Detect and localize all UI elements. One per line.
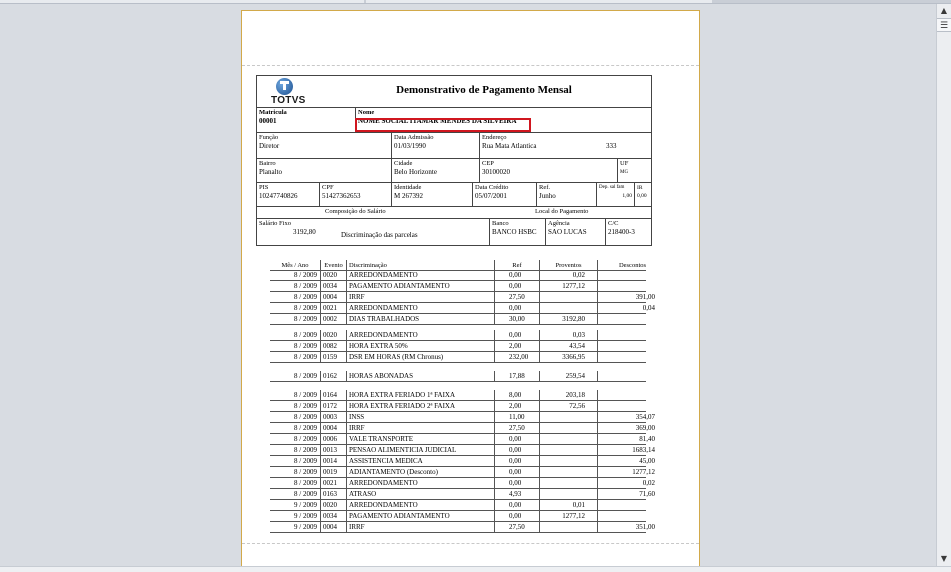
cell-proventos: 3366,95 [539,352,597,363]
table-row [270,281,646,292]
dep-sal-fam-value: 1,00 [622,193,632,199]
matricula-label: Matricula [259,109,287,116]
cell-proventos [539,456,597,467]
table-row [270,390,646,401]
cell-evento: 0162 [320,371,346,382]
credito-label: Data Crédito [475,184,509,191]
payslip-header [256,75,652,107]
totvs-logo-icon [276,78,293,95]
agencia-value: SAO LUCAS [548,228,587,236]
cell-ref: 0,00 [494,434,539,445]
cell-evento: 0019 [320,467,346,478]
composicao-label: Composição do Salário [325,208,386,215]
cell-discriminacao: DIAS TRABALHADOS [346,314,494,325]
ir-value: 0,00 [637,193,647,199]
cell-evento: 0013 [320,445,346,456]
credito-value: 05/07/2001 [475,192,507,200]
logo-text: TOTVS [271,95,306,106]
cell-evento: 0159 [320,352,346,363]
table-row [270,434,655,445]
table-row [270,352,646,363]
name-highlight-box [355,118,531,132]
table-row [270,341,646,352]
cell-ref: 0,00 [494,511,539,522]
cell-proventos: 3192,80 [539,314,597,325]
cell-descontos [597,314,667,325]
admissao-label: Data Admissão [394,134,434,141]
bairro-label: Bairro [259,160,276,167]
cell-mes: 9 / 2009 [294,501,317,509]
table-row [270,467,655,478]
vertical-scrollbar[interactable] [936,4,951,566]
cell-evento: 0002 [320,314,346,325]
table-row [270,330,646,341]
cell-ref: 8,00 [494,390,539,401]
cell-discriminacao: HORA EXTRA 50% [346,341,494,352]
cell-evento: 0164 [320,390,346,401]
salary-row [256,218,652,246]
funcao-label: Função [259,134,279,141]
cell-descontos [597,281,667,292]
cell-discriminacao: DSR EM HORAS (RM Chronus) [346,352,494,363]
cell-discriminacao: ARREDONDAMENTO [346,303,494,314]
cell-discriminacao: ARREDONDAMENTO [346,330,494,341]
cell-descontos [597,511,667,522]
cell-ref: 11,00 [494,412,539,423]
dep-sal-fam-label: Dep. sal fam [599,185,625,190]
cell-evento: 0004 [320,423,346,434]
col-discriminacao-header: Discriminação [346,260,494,271]
cell-descontos [597,341,667,352]
cell-mes: 8 / 2009 [294,271,317,279]
cell-ref: 17,88 [494,371,539,382]
ref-label: Ref. [539,184,551,191]
salario-fixo-value: 3192,80 [293,228,316,236]
cell-proventos: 1277,12 [539,281,597,292]
cell-discriminacao: ASSISTENCIA MEDICA [346,456,494,467]
cell-discriminacao: HORA EXTRA FERIADO 1ª FAIXA [346,390,494,401]
documents-row [256,182,652,206]
cell-proventos [539,467,597,478]
uf-label: UF [620,160,629,167]
bairro-value: Planalto [259,168,282,176]
cc-value: 218400-3 [608,228,635,236]
pis-value: 10247740826 [259,192,298,200]
cell-ref: 2,00 [494,341,539,352]
cell-mes: 8 / 2009 [294,435,317,443]
cell-proventos: 1277,12 [539,511,597,522]
cell-mes: 8 / 2009 [294,391,317,399]
cpf-label: CPF [322,184,334,191]
cell-proventos [539,303,597,314]
cell-ref: 0,00 [494,456,539,467]
table-row [270,270,646,281]
cell-discriminacao: IRRF [346,522,494,533]
cell-descontos [597,371,667,382]
cell-ref: 4,93 [494,489,539,500]
cell-evento: 0006 [320,434,346,445]
table-row [270,489,655,500]
cell-descontos: 0,04 [597,303,667,314]
cep-value: 30100020 [482,168,510,176]
document-workspace[interactable] [0,4,936,566]
cep-label: CEP [482,160,494,167]
cell-descontos: 81,40 [597,434,667,445]
table-row [270,522,655,533]
table-row [270,445,655,456]
cell-proventos: 0,02 [539,270,597,281]
cell-discriminacao: ADIANTAMENTO (Desconto) [346,467,494,478]
top-strip-segment [0,0,364,3]
endereco-label: Endereço [482,134,507,141]
cell-mes: 8 / 2009 [294,293,317,301]
cell-proventos [539,489,597,500]
identidade-value: M 267392 [394,192,423,200]
cell-descontos: 1683,14 [597,445,667,456]
employee-id-row [256,107,652,132]
cell-descontos: 71,60 [597,489,667,500]
admissao-value: 01/03/1990 [394,142,426,150]
cell-mes: 8 / 2009 [294,342,317,350]
cell-proventos: 0,03 [539,330,597,341]
cell-discriminacao: INSS [346,412,494,423]
cell-proventos [539,292,597,303]
local-pagamento-label: Local do Pagamento [535,208,589,215]
col-descontos-header: Descontos [597,260,667,271]
cell-descontos [597,330,667,341]
cell-discriminacao: HORA EXTRA FERIADO 2ª FAIXA [346,401,494,412]
cell-evento: 0020 [320,270,346,281]
col-evento-header: Evento [320,260,346,271]
cell-proventos [539,434,597,445]
endereco-numero: 333 [606,142,617,150]
payslip-title: Demonstrativo de Pagamento Mensal [396,84,572,96]
cidade-label: Cidade [394,160,413,167]
cell-proventos [539,478,597,489]
table-row [270,412,655,423]
cell-mes: 8 / 2009 [294,353,317,361]
cell-evento: 0004 [320,522,346,533]
cell-descontos [597,401,667,412]
cell-discriminacao: PENSAO ALIMENTICIA JUDICIAL [346,445,494,456]
cell-mes: 8 / 2009 [294,468,317,476]
cell-ref: 232,00 [494,352,539,363]
cell-discriminacao: PAGAMENTO ADIANTAMENTO [346,511,494,522]
cell-evento: 0082 [320,341,346,352]
table-row [270,371,646,382]
cell-ref: 0,00 [494,270,539,281]
cell-proventos [539,445,597,456]
cell-mes: 8 / 2009 [294,282,317,290]
uf-value: MG [620,170,629,175]
discriminacao-label: Discriminação das parcelas [341,231,418,239]
cell-discriminacao: HORAS ABONADAS [346,371,494,382]
header-margin-line [242,65,699,66]
cell-discriminacao: ARREDONDAMENTO [346,478,494,489]
nome-value: NOME SOCIAL ITAMAR MENDES DA SILVEIRA [358,117,517,125]
cell-mes: 8 / 2009 [294,402,317,410]
matricula-value: 00001 [259,117,277,125]
banco-value: BANCO HSBC [492,228,537,236]
scroll-down-icon[interactable]: ▼ [940,554,948,563]
cell-discriminacao: IRRF [346,423,494,434]
ref-value: Junho [539,192,556,200]
cell-evento: 0003 [320,412,346,423]
cell-evento: 0020 [320,500,346,511]
cell-mes: 8 / 2009 [294,424,317,432]
cell-ref: 0,00 [494,303,539,314]
top-strip-segment [366,0,712,3]
cell-mes: 9 / 2009 [294,523,317,531]
cell-mes: 9 / 2009 [294,512,317,520]
cell-mes: 8 / 2009 [294,315,317,323]
cell-mes: 8 / 2009 [294,372,317,380]
cell-discriminacao: VALE TRANSPORTE [346,434,494,445]
pis-label: PIS [259,184,269,191]
cell-proventos [539,522,597,533]
cell-proventos: 0,01 [539,500,597,511]
cell-evento: 0172 [320,401,346,412]
col-proventos-header: Proventos [539,260,597,271]
cell-descontos: 1277,12 [597,467,667,478]
cell-ref: 27,50 [494,423,539,434]
col-ref-header: Ref [494,260,539,271]
cell-ref: 0,00 [494,467,539,478]
ir-label: IR [637,185,643,191]
table-row [270,314,646,325]
cell-evento: 0163 [320,489,346,500]
cell-evento: 0021 [320,303,346,314]
funcao-value: Diretor [259,142,280,150]
cell-descontos: 0,02 [597,478,667,489]
cell-discriminacao: ARREDONDAMENTO [346,500,494,511]
cell-ref: 0,00 [494,330,539,341]
funcao-row [256,132,652,158]
cell-ref: 30,00 [494,314,539,325]
identidade-label: Identidade [394,184,422,191]
cell-descontos: 45,00 [597,456,667,467]
cell-proventos [539,423,597,434]
cell-discriminacao: PAGAMENTO ADIANTAMENTO [346,281,494,292]
cell-evento: 0034 [320,281,346,292]
cidade-value: Belo Horizonte [394,168,437,176]
cell-ref: 27,50 [494,522,539,533]
col-mes-header: Mês / Ano [281,262,309,269]
totvs-logo [260,78,306,106]
cell-mes: 8 / 2009 [294,490,317,498]
document-page [241,10,700,566]
cell-descontos: 391,00 [597,292,667,303]
bairro-row [256,158,652,182]
items-table [270,260,655,560]
agencia-label: Agência [548,220,570,227]
cell-descontos [597,270,667,281]
cpf-value: 51427362653 [322,192,361,200]
endereco-value: Rua Mata Atlantica 333 [482,142,617,150]
cell-evento: 0014 [320,456,346,467]
cell-proventos: 259,54 [539,371,597,382]
cell-ref: 0,00 [494,500,539,511]
table-row [270,500,646,511]
table-row [270,478,655,489]
cell-mes: 8 / 2009 [294,413,317,421]
cell-discriminacao: ARREDONDAMENTO [346,270,494,281]
cc-label: C/C [608,220,619,227]
table-row [270,303,655,314]
cell-evento: 0034 [320,511,346,522]
salary-section-headers [256,206,652,218]
cell-ref: 0,00 [494,281,539,292]
cell-descontos: 354,07 [597,412,667,423]
cell-proventos [539,412,597,423]
cell-mes: 8 / 2009 [294,479,317,487]
cell-proventos: 43,54 [539,341,597,352]
cell-descontos [597,390,667,401]
table-row [270,456,655,467]
cell-mes: 8 / 2009 [294,304,317,312]
cell-ref: 2,00 [494,401,539,412]
status-strip [0,566,951,572]
nome-label: Nome [358,109,375,116]
cell-mes: 8 / 2009 [294,457,317,465]
cell-evento: 0020 [320,330,346,341]
cell-discriminacao: IRRF [346,292,494,303]
cell-discriminacao: ATRASO [346,489,494,500]
cell-descontos: 369,00 [597,423,667,434]
cell-descontos [597,500,667,511]
salario-fixo-label: Salário Fixo [259,220,291,227]
table-row [270,292,655,303]
cell-ref: 27,50 [494,292,539,303]
cell-ref: 0,00 [494,445,539,456]
scroll-up-icon[interactable]: ▲ [940,6,948,15]
cell-descontos [597,352,667,363]
cell-mes: 8 / 2009 [294,331,317,339]
cell-mes: 8 / 2009 [294,446,317,454]
cell-evento: 0004 [320,292,346,303]
cell-proventos: 203,18 [539,390,597,401]
cell-descontos: 351,00 [597,522,667,533]
banco-label: Banco [492,220,509,227]
payslip [256,75,655,531]
cell-evento: 0021 [320,478,346,489]
cell-ref: 0,00 [494,478,539,489]
table-row [270,511,646,522]
split-view-icon[interactable]: ☰ [937,18,951,32]
table-row [270,401,646,412]
cell-proventos: 72,56 [539,401,597,412]
table-row [270,423,655,434]
